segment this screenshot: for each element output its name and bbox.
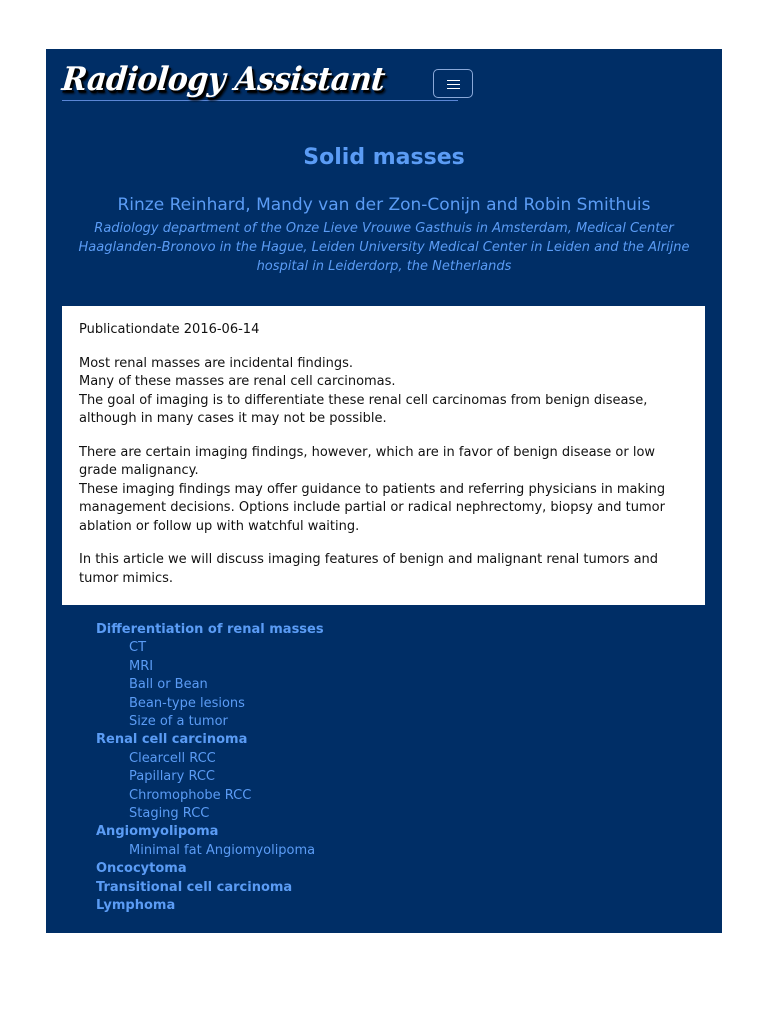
intro-box bbox=[62, 306, 705, 605]
toc-subsection-link[interactable]: Size of a tumor bbox=[129, 714, 228, 730]
intro-text: There are certain imaging findings, however, which are in favor of benign disease or low grade malignancy. bbox=[79, 444, 656, 478]
site-header bbox=[62, 57, 458, 101]
toc-section-link[interactable]: Angiomyolipoma bbox=[96, 824, 219, 840]
hamburger-menu-icon bbox=[447, 80, 460, 81]
hamburger-menu-icon-line bbox=[447, 84, 460, 85]
article-authors: Rinze Reinhard, Mandy van der Zon-Conijn and Robin Smithuis bbox=[117, 195, 651, 215]
intro-paragraph-3: In this article we will discuss imaging features of benign and malignant renal tumors and tumor mimics. bbox=[79, 552, 659, 586]
toc-subsection-link[interactable]: Bean-type lesions bbox=[129, 695, 245, 711]
article-affiliation: Radiology department of the Onze Lieve Vrouwe Gasthuis in Amsterdam, Medical Center Haaglanden-Bronovo in the Hague, Leiden University Medical Center in Leiden and the Alrijne hospital in Leiderdorp, the Netherlands bbox=[78, 221, 690, 274]
toc-subsection-link[interactable]: Ball or Bean bbox=[129, 677, 208, 693]
intro-text: These imaging findings may offer guidance to patients and referring physicians in making management decisions. Options include partial or radical nephrectomy, biopsy and tumor ablation or follow up with watchful waiting. bbox=[79, 481, 666, 534]
toc-section-link[interactable]: Transitional cell carcinoma bbox=[96, 879, 293, 895]
hamburger-menu-icon-line bbox=[447, 88, 460, 89]
toc-subsection-link[interactable]: Minimal fat Angiomyolipoma bbox=[129, 842, 316, 858]
intro-text: Most renal masses are incidental findings. bbox=[79, 355, 354, 371]
publication-date: Publicationdate 2016-06-14 bbox=[79, 322, 260, 337]
intro-text: Many of these masses are renal cell carcinomas. bbox=[79, 374, 396, 389]
toc-section-link[interactable]: Oncocytoma bbox=[96, 861, 187, 877]
article-title: Solid masses bbox=[303, 145, 465, 170]
intro-paragraph-1 bbox=[79, 355, 688, 429]
toc-section-link[interactable]: Differentiation of renal masses bbox=[96, 622, 324, 637]
intro-text: The goal of imaging is to differentiate these renal cell carcinomas from benign disease, although in many cases it may not be possible. bbox=[79, 392, 648, 426]
intro-paragraph-2 bbox=[79, 444, 688, 537]
toc-section-link[interactable]: Renal cell carcinoma bbox=[96, 732, 248, 748]
toc-subsection-link[interactable]: MRI bbox=[129, 658, 154, 674]
table-of-contents bbox=[96, 621, 656, 916]
page-container bbox=[46, 49, 722, 933]
toc-section-link[interactable]: Lymphoma bbox=[96, 898, 176, 914]
toc-subsection-link[interactable]: Papillary RCC bbox=[129, 769, 215, 785]
toc-subsection-link[interactable]: Chromophobe RCC bbox=[129, 787, 252, 803]
site-logo[interactable]: Radiology Assistant bbox=[60, 61, 387, 99]
toc-subsection-link[interactable]: Staging RCC bbox=[129, 806, 210, 822]
toc-subsection-link[interactable]: CT bbox=[129, 640, 147, 656]
toc-subsection-link[interactable]: Clearcell RCC bbox=[129, 750, 216, 766]
menu-toggle-button[interactable] bbox=[433, 69, 473, 98]
